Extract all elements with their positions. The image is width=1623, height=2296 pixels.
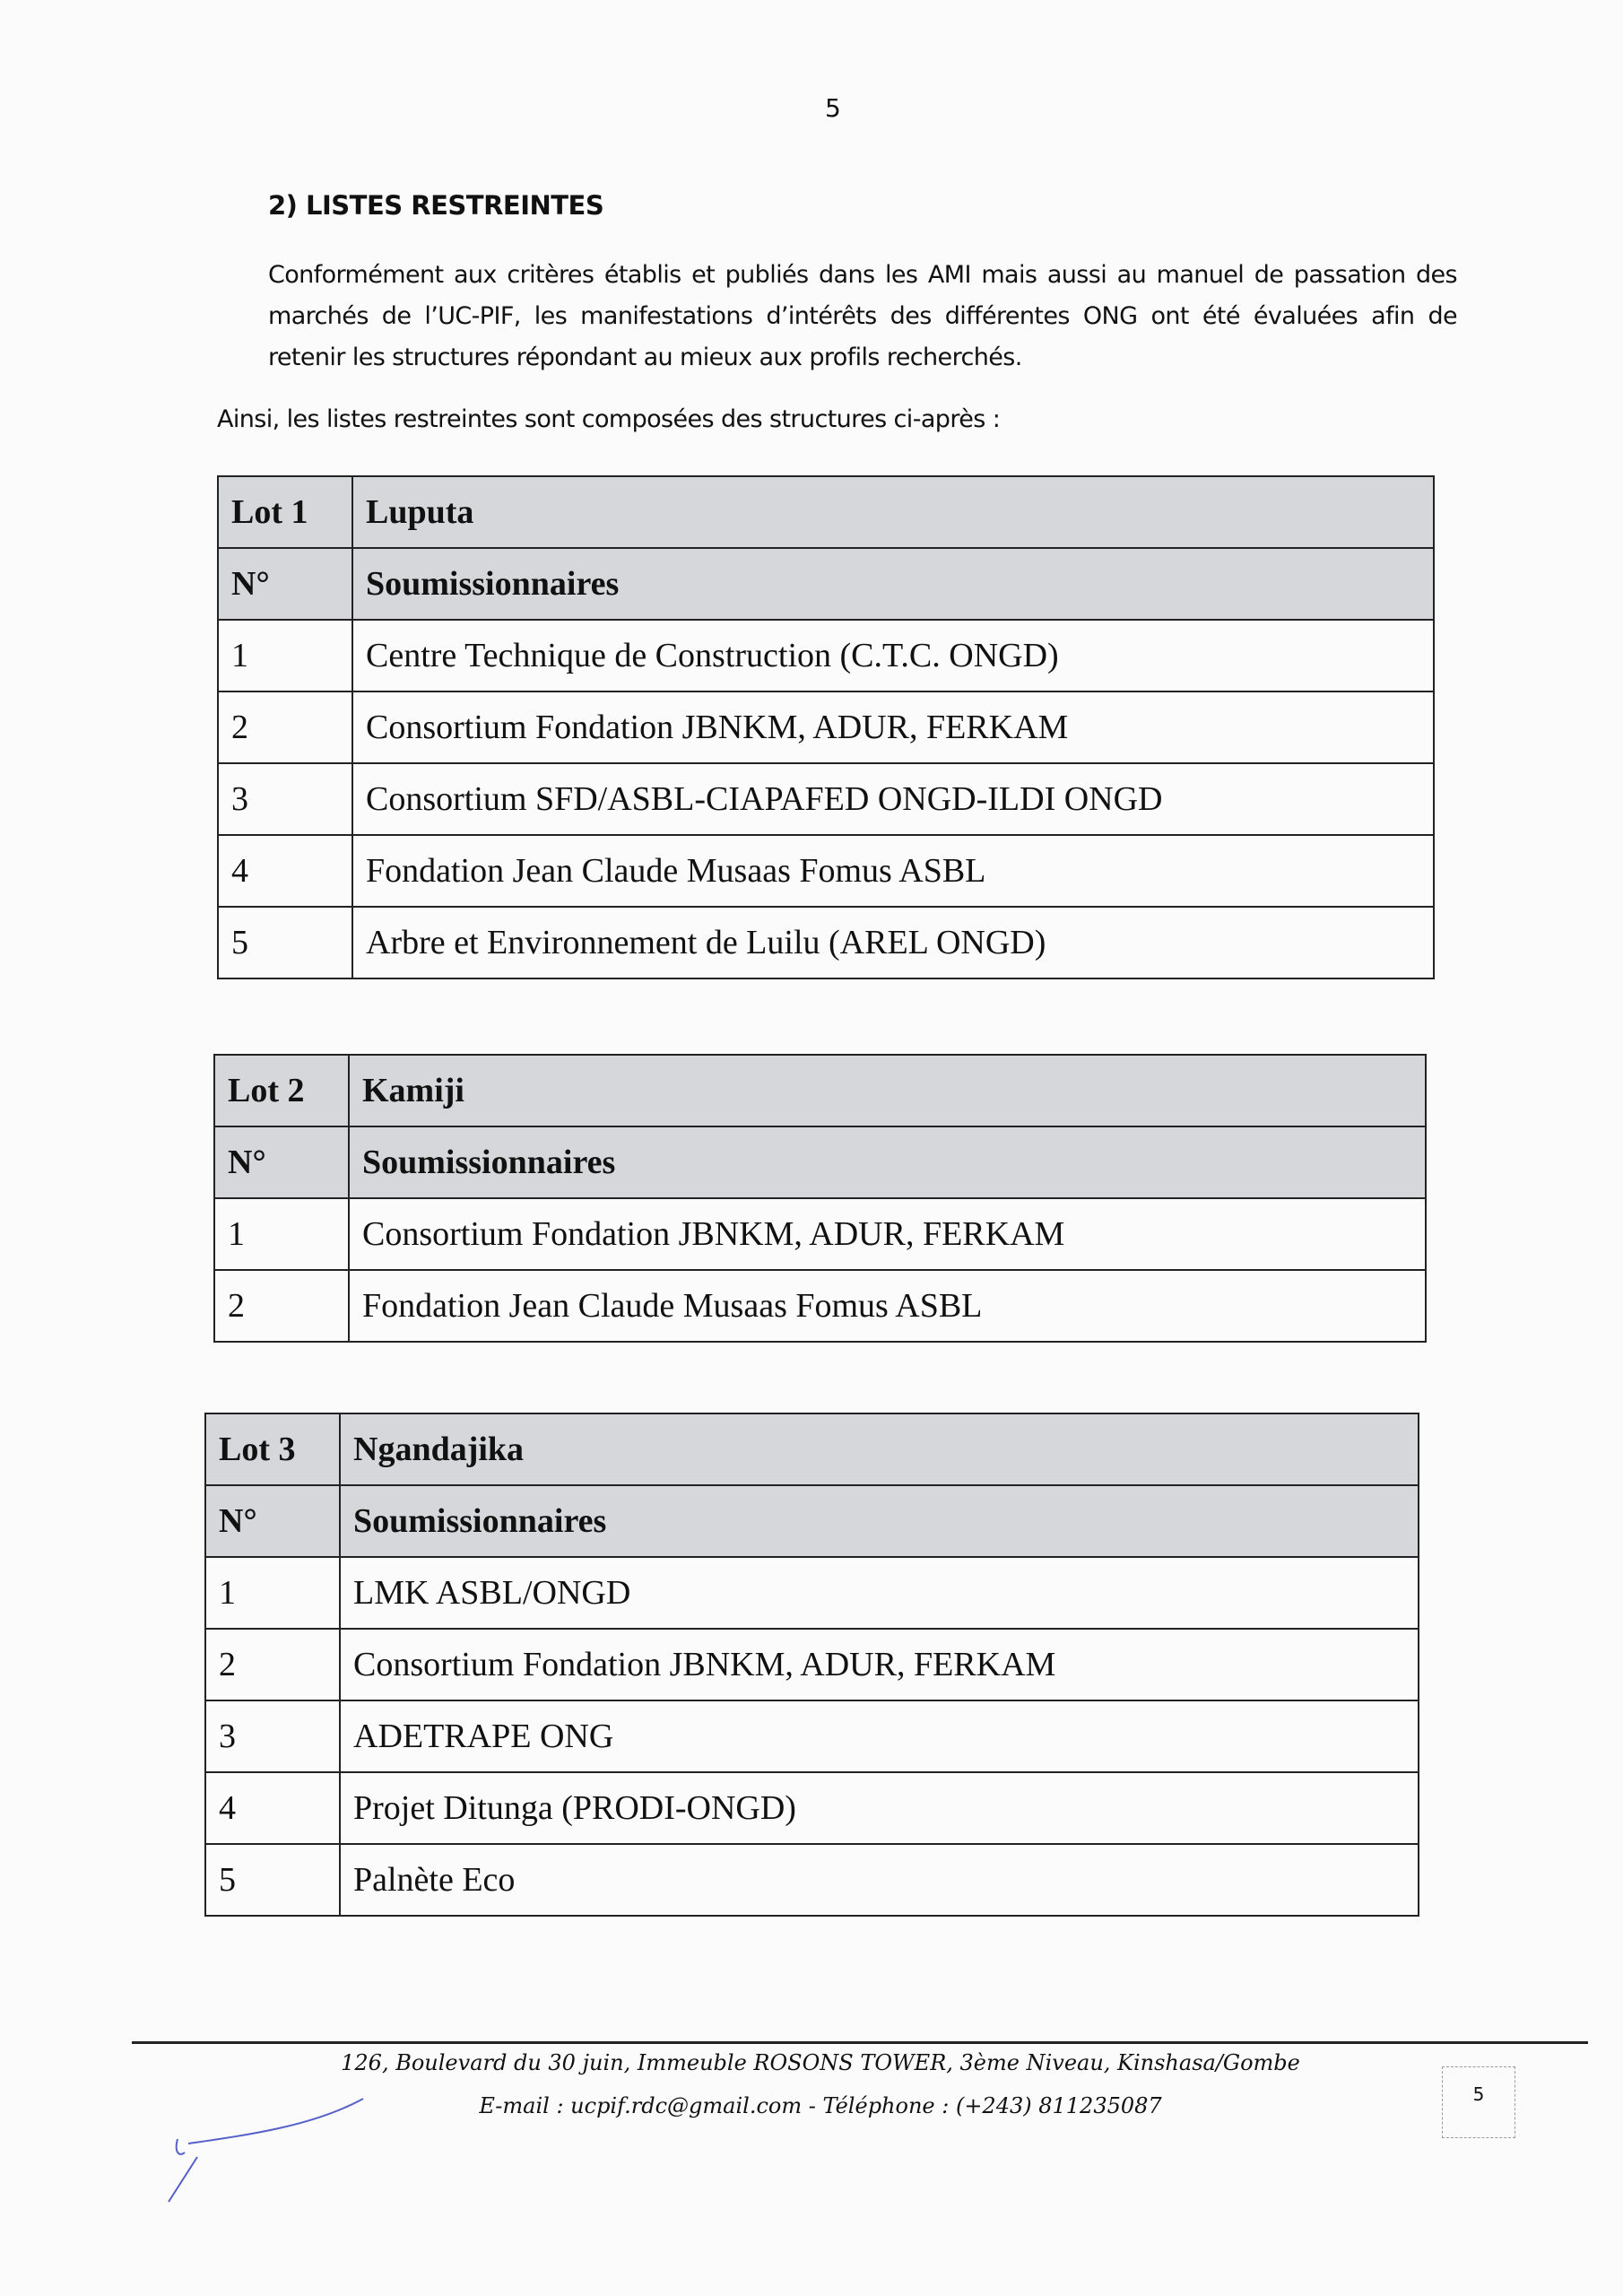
table-row [205, 1557, 1419, 1629]
table-row [218, 691, 1434, 763]
lot-label: Lot 1 [218, 476, 352, 548]
lot-header-row [214, 1055, 1426, 1126]
col-number-header: N° [214, 1126, 349, 1198]
column-header-row [214, 1126, 1426, 1198]
table-row [218, 620, 1434, 691]
col-name-header: Soumissionnaires [352, 548, 1434, 620]
lot-site: Ngandajika [340, 1413, 1419, 1485]
lot-header-row [205, 1413, 1419, 1485]
row-number: 2 [218, 691, 352, 763]
bidder-name: Fondation Jean Claude Musaas Fomus ASBL [349, 1270, 1426, 1342]
lot-site: Kamiji [349, 1055, 1426, 1126]
bidder-name: ADETRAPE ONG [340, 1700, 1419, 1772]
column-header-row [218, 548, 1434, 620]
table-row [218, 835, 1434, 907]
table-row [205, 1700, 1419, 1772]
lot-header-row [218, 476, 1434, 548]
page-stamp: 5 [1442, 2066, 1515, 2138]
body-paragraph: Conformément aux critères établis et publiés dans les AMI mais aussi au manuel de passation des marchés de l’UC-PIF, les manifestations d’intérêts des différentes ONG ont été évaluées afin de retenir les structures répondant au mieux aux profils recherchés. [268, 261, 1457, 371]
bidder-name: Arbre et Environnement de Luilu (AREL ONGD) [352, 907, 1434, 978]
lot-3-table [204, 1413, 1419, 1917]
table-row [214, 1270, 1426, 1342]
footer-divider [132, 2041, 1588, 2044]
col-number-header: N° [205, 1485, 340, 1557]
row-number: 4 [218, 835, 352, 907]
table-row [214, 1198, 1426, 1270]
intro-text: Ainsi, les listes restreintes sont composées des structures ci-après : [217, 405, 1001, 433]
row-number: 2 [205, 1629, 340, 1700]
footer-address: 126, Boulevard du 30 juin, Immeuble ROSONS TOWER, 3ème Niveau, Kinshasa/Gombe [341, 2050, 1300, 2075]
table-row [205, 1772, 1419, 1844]
row-number: 1 [205, 1557, 340, 1629]
bidder-name: LMK ASBL/ONGD [340, 1557, 1419, 1629]
bidder-name: Projet Ditunga (PRODI-ONGD) [340, 1772, 1419, 1844]
bidder-name: Consortium Fondation JBNKM, ADUR, FERKAM [352, 691, 1434, 763]
bidder-name: Consortium Fondation JBNKM, ADUR, FERKAM [340, 1629, 1419, 1700]
row-number: 2 [214, 1270, 349, 1342]
table-row [218, 907, 1434, 978]
bidder-name: Fondation Jean Claude Musaas Fomus ASBL [352, 835, 1434, 907]
bidder-name: Consortium Fondation JBNKM, ADUR, FERKAM [349, 1198, 1426, 1270]
row-number: 1 [214, 1198, 349, 1270]
table-row [205, 1844, 1419, 1916]
col-name-header: Soumissionnaires [340, 1485, 1419, 1557]
signature-icon [161, 2090, 377, 2215]
bidder-name: Palnète Eco [340, 1844, 1419, 1916]
col-number-header: N° [218, 548, 352, 620]
lot-label: Lot 3 [205, 1413, 340, 1485]
row-number: 3 [205, 1700, 340, 1772]
bidder-name: Consortium SFD/ASBL-CIAPAFED ONGD-ILDI ONGD [352, 763, 1434, 835]
row-number: 5 [205, 1844, 340, 1916]
page-number: 5 [825, 93, 841, 123]
col-name-header: Soumissionnaires [349, 1126, 1426, 1198]
bidder-name: Centre Technique de Construction (C.T.C. ONGD) [352, 620, 1434, 691]
row-number: 5 [218, 907, 352, 978]
table-row [218, 763, 1434, 835]
row-number: 3 [218, 763, 352, 835]
lot-site: Luputa [352, 476, 1434, 548]
row-number: 1 [218, 620, 352, 691]
lot-label: Lot 2 [214, 1055, 349, 1126]
lot-2-table [213, 1054, 1427, 1343]
table-row [205, 1629, 1419, 1700]
row-number: 4 [205, 1772, 340, 1844]
section-heading: 2) LISTES RESTREINTES [268, 190, 604, 221]
footer-contact: E-mail : ucpif.rdc@gmail.com - Téléphone : (+243) 811235087 [479, 2093, 1162, 2118]
column-header-row [205, 1485, 1419, 1557]
lot-1-table [217, 475, 1435, 979]
